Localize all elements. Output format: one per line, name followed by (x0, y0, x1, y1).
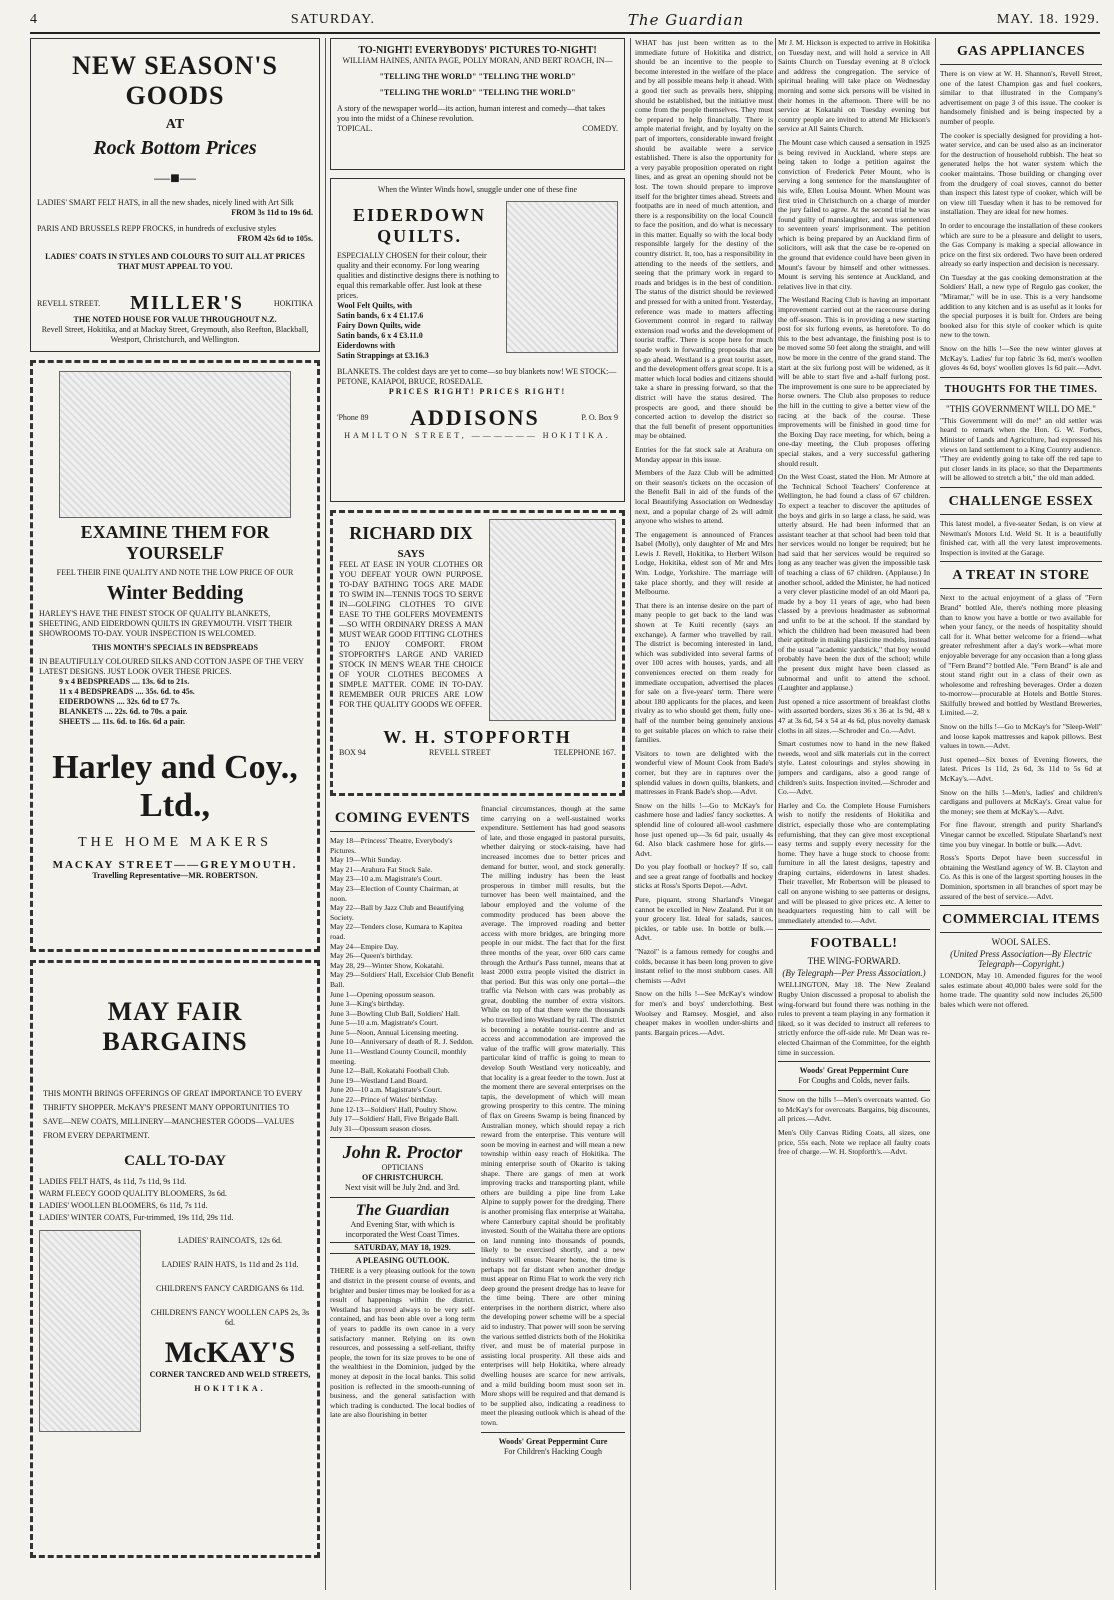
ad-at: AT (165, 117, 185, 132)
ad-address: MACKAY STREET——GREYMOUTH. (52, 859, 298, 871)
section-heading: COMMERCIAL ITEMS (942, 912, 1100, 928)
woods-ad: Woods' Great Peppermint Cure (799, 1066, 909, 1076)
event-item: May 21—Arahura Fat Stock Sale. (330, 864, 433, 874)
price-item: BLANKETS .... 22s. 6d. to 70s. a pair. (59, 707, 188, 716)
event-item: June 20—10 a.m. Magistrate's Court. (330, 1085, 442, 1095)
event-item: July 31—Opossum season closes. (330, 1123, 432, 1133)
price-item: Satin Strappings at £3.16.3 (337, 351, 429, 360)
editorial-masthead: The Guardian (355, 1202, 450, 1220)
ad-film: "TELLING THE WORLD" "TELLING THE WORLD" (379, 72, 576, 81)
ad-special: THIS MONTH'S SPECIALS IN BEDSPREADS (92, 643, 258, 652)
column-1 (30, 38, 320, 1590)
ad-line: IN BEAUTIFULLY COLOURED SILKS AND COTTON JASPE OF THE VERY LATEST DESIGNS. JUST LOOK OVER THESE PRICES. (39, 657, 304, 676)
column-rule (775, 38, 776, 1590)
ad-title: EIDERDOWN QUILTS. (352, 205, 486, 246)
price-item: Wool Felt Quilts, with (337, 301, 413, 310)
ad-brand: ADDISONS (410, 405, 540, 430)
news-paragraph: Mr J. M. Hickson is expected to arrive in Hokitika on Tuesday next, and will hold a service in All Saints Church on Tuesday evening at 8 o'clock and address the congregation. The service of spiritual healing will take place on Wednesday morning and some sick persons will be visited in their homes in the afternoon. There will be no service at Kokatahi on Tuesday evening but country people are invited to attend Mr Hickson's service at All Saints Church. (778, 38, 930, 134)
portrait-illustration (489, 519, 616, 721)
event-item: May 18—Princess' Theatre, Everybody's Pictures. (330, 836, 453, 855)
ad-title: TO-NIGHT! EVERYBODYS' PICTURES TO-NIGHT! (358, 45, 597, 56)
column-rule (935, 38, 936, 1590)
section-heading: CHALLENGE ESSEX (948, 493, 1094, 509)
news-paragraph: Entries for the fat stock sale at Arahura on Monday appear in this issue. (635, 444, 773, 464)
masthead-date: MAY. 18. 1929. (996, 12, 1100, 27)
price-item: LADIES' WINTER COATS, Fur-trimmed, 19s 11d, 29s 11d. (39, 1213, 234, 1222)
news-paragraph: Just opened a nice assortment of breakfast cloths with assorted borders, sizes 36 x 36 at 1s 9d, 48 x 47 at 3s 6d, 54 x 54 at 4s 6d, plus novelty damask cloths in all sizes.—Schroder and Co.—Advt. (778, 696, 930, 735)
event-item: June 11—Westland County Council, monthly meeting. (330, 1047, 467, 1066)
news-paragraph: Smart costumes now to hand in the new flaked tweeds, wool and silk materials cut in the correct style. Latest colourings and styles showing in jumpers and cardigans, also a good range of children's suits. Inspection invited.—Schroder and Co.—Advt. (778, 739, 930, 797)
news-paragraph: Snow on the hills !—Go to McKay's for "Sleep-Well" and loose kapok mattresses and kapok pillows. Best values in town.—Advt. (940, 722, 1102, 751)
ad-intro: When the Winter Winds howl, snuggle under one of these fine (377, 185, 578, 194)
ad-body: FEEL AT EASE IN YOUR CLOTHES OR YOU DEFEAT YOUR OWN PURPOSE. TO-DAY BATHING TOGS ARE MADE TO SWIM IN—TENNIS TOGS TO SERVE IN—GOLFING CLOTHES TO GIVE EASE TO THE GOLFERS MOVEMENTS—SO WITH ORDINARY DRESS A MAN MUST WEAR GOOD FITTING CLOTHES TO ENJOY COMFORT. FROM STOPFORTH'S LARGE AND VARIED STOCK IN MEN'S WEAR THE CHOICE OF YOUR CLOTHES BECOMES A SIMPLE MATTER. COME IN TO-DAY. REMEMBER OUR PRICES ARE LOW FOR THE QUALITY GOODS WE OFFER. (339, 560, 483, 709)
masthead-day: SATURDAY. (290, 12, 375, 27)
event-item: June 19—Westland Land Board. (330, 1075, 428, 1085)
ad-subtitle: Rock Bottom Prices (93, 137, 257, 159)
editorial-body: THERE is a very pleasing outlook for the town and district in the present course of events, and brighter and busier times may be looked for as a result of happenings within the district. Westland has proved always to be very self-contained, and has been able over a long term of years to paddle its own canoe in a very satisfactory manner. Relying on its own resources, and possessing a self-reliant, thrifty people, the town for its size proves to be one of the wealthiest in the Dominion, judged by the money at deposit in the local banks. This solid position is reflected in the smooth-running of business, and the general satisfaction with which trading is conducted. The local bodies of late are also flourishing in better (330, 1266, 475, 1420)
news-paragraph: Visitors to town are delighted with the wonderful view of Mount Cook from Bade's corner, but they are in raptures over the splendid values in down quilts, blankets, and mattresses in Frank Bade's shop.—Advt. (635, 748, 773, 797)
ad-footer: THE NOTED HOUSE FOR VALUE THROUGHOUT N.Z. (73, 315, 277, 324)
section-heading: FOOTBALL! (810, 936, 898, 952)
masthead-paper: The Guardian (627, 11, 744, 29)
blankets-illustration (59, 371, 291, 518)
ad-street: REVELL STREET. (37, 298, 101, 308)
event-item: May 29—Soldiers' Hall, Excelsior Club Benefit Ball. (330, 970, 474, 989)
quilt-illustration (506, 201, 618, 353)
event-item: June 12—Ball, Kokatahi Football Club. (330, 1066, 450, 1076)
price-item: Satin bands, 6 x 4 £3.11.0 (337, 331, 423, 340)
news-paragraph: "This Government will do me!" an old settler was heard to remark when the Hon. G. W. Forbes, Minister of Lands and Agriculture, had expressed his views on land settlement to a King Country audience. "They are evidently going to take off the red tape to put closer lands in its place, so that the Departments will be allowed to stretch a bit," the old man added. (940, 415, 1102, 483)
news-paragraph: LONDON, May 10. Amended figures for the wool sales estimate about 40,000 bales were sold for the home trade. The quantity sold now includes 26,500 bales which were not offered. (940, 971, 1102, 1009)
news-paragraph: Snow on the hills !—See the new winter gloves at McKay's. Ladies' fur top fabric 3s 6d, men's woollen gloves 4s 6d, boys' woollen gloves 1s 6d pair.—Advt. (940, 344, 1102, 373)
news-paragraph: That there is an intense desire on the part of many people to get back to the land was shown at Te Kuiti recently (says an exchange). A farmer who travelled by rail. The district is becoming interested in land, which was subdivided into several farms of over 100 acres with houses, yards, and all conveniences erected on them ready for immediate occupation, advertised the places for sale on a five-years' term. There were about 180 applicants for the places, and keen rivalry as to who should get them, fully one-half of the number being genuinely anxious to get suitable places on which to raise their families. (635, 600, 773, 745)
ad-phone: 'Phone 89 (337, 413, 369, 422)
news-paragraph: The cooker is specially designed for providing a hot-water service, and can be used also as an incinerator for the destruction of household rubbish. The heat so generated helps the hot water system which the cooker maintains. Those building or changing over from the drudgery of coal stoves, cannot do better than inspect this latest type of cooker, which will be on view till Tuesday when it has to be removed for installation. They are ideal for new homes. (940, 130, 1102, 217)
event-item: June 5—10 a.m. Magistrate's Court. (330, 1018, 439, 1028)
ad-footer: Revell Street, Hokitika, and at Mackay Street, Greymouth, also Reefton, Blackball, Westport, Christchurch, and Wellington. (41, 325, 309, 344)
ad-brand: MILLER'S (130, 292, 244, 314)
price-item: Fairy Down Quilts, wide (337, 321, 421, 330)
price-item: CHILDREN'S FANCY CARDIGANS 6s 11d. (155, 1284, 305, 1293)
pictures-ad (330, 38, 625, 170)
ad-title: RICHARD DIX (349, 523, 473, 543)
event-item: June 22—Prince of Wales' birthday. (330, 1095, 438, 1105)
ad-line: FEEL THEIR FINE QUALITY AND NOTE THE LOW PRICE OF OUR (56, 568, 294, 577)
ad-box: BOX 94 (339, 748, 366, 757)
ad-blankets: BLANKETS. The coldest days are yet to come—so buy blankets now! WE STOCK:—PETONE, KAIAPOI, BRUCE, ROSEDALE. (337, 367, 617, 386)
lady-illustration (39, 1230, 141, 1432)
ad-address: HAMILTON STREET, —————— HOKITIKA. (344, 431, 611, 440)
news-paragraph: Men's Oily Canvas Riding Coats, all sizes, one price, 55s each. Note we replace all faulty coats free of charge.—W. H. Stopforth's.—Advt. (778, 1127, 930, 1157)
news-paragraph: Ross's Sports Depot have been successful in obtaining the Westland agency of W. B. Clayton and Co. As this is one of the largest sporting houses in the Dominion, sportsmen in all branches of sport may be assured of the best of service.—Advt. (940, 853, 1102, 901)
price-item: 9 x 4 BEDSPREADS .... 13s. 6d to 21s. (59, 677, 190, 686)
ad-box: P. O. Box 9 (581, 413, 618, 422)
masthead (30, 8, 1100, 34)
ad-line: LADIES' SMART FELT HATS, in all the new shades, nicely lined with Art Silk (37, 198, 294, 207)
section-sub: "THIS GOVERNMENT WILL DO ME." (946, 403, 1096, 414)
event-item: June 1—Opening opossum season. (330, 989, 435, 999)
section-heading: COMING EVENTS (334, 810, 471, 826)
millers-ad (30, 38, 320, 352)
ad-prices: PRICES RIGHT! PRICES RIGHT! (388, 387, 567, 396)
section-heading: THOUGHTS FOR THE TIMES. (944, 383, 1098, 395)
news-paragraph: Snow on the hills !—Men's overcoats wanted. Go to McKay's for overcoats. Bargains, big discounts, all prices.—Advt. (778, 1095, 930, 1124)
price-item: EIDERDOWNS .... 32s. 6d to £7 7s. (59, 697, 180, 706)
event-item: May 23—10 a.m. Magistrate's Court. (330, 874, 442, 884)
news-paragraph: The Westland Racing Club is having an important improvement carried out at the racecourse during the off-season. This is in providing a new starting post for six furlong events, as heretofore. To do this to the best advantage, the finishing post is to be moved some 50 feet along the straight, and will now be more in the centre of the grand stand. The start at the six furlong post will be widened, as it will be able to start five and a-half furlong post. The improvement is one sure to be appreciated by horse owners. The Club also proposes to reduce the hill in the cutting to give a better view of the racing at the back of the course. These improvements will be finished in good time for the Boxing Day race meeting, for which, being a one-day meeting, the Club proposes offering special stakes, and a very successful gathering should result. (778, 295, 930, 468)
editorial-continued: financial circumstances, though at the same time carrying on a well-sustained works expenditure. Settlement has had good seasons of late, and those engaged in pastoral pursuits, whether dairying or stock-raising, have had increased incomes due to better prices and demand for butter, wool, and stock generally. The milling industry has been the least prosperous in timber mill results, but the turnover has been well maintained, and the labour employed and the volume of the commodity produced has been above the average. The improved roading and better access with more bridges, are bringing more people in our midst. The fact that for the first three months of the year, over 600 cars came through the Arthur's Pass tunnel, means that at least 2000 extra people visited the district in that period. But this was only one portal—the traffic via Nelson with cars was probably as great, doubling the number of extra visitors. While on top of that there were the thousands who travelled into Westland by rail. The district is becoming a notable tourist-centre and as access and accommodation are improved the value of the traffic will grow materially. This particular kind of traffic is going to mean to develop South Westland very noticeably, and that locality is a great feeder to the town. Just at the moment there are several enterprises on the tapis, the development of which will mean growing prosperity to this centre. The mining of flax on Greens Swamp is being financed by Australian money, which should repay a rich reward from the enterprise. This venture will soon be moving in earnest and will mean a new township within easy reach of Hokitika. The mining enterprise south of Okarito is taking shape. There are gangs of men at work improving tracks and transporting plant, while others are building a pipe line from Lake Alpine to supply power for the dredging. There is another promising flax enterprise at Waitaha, where Canterbury capital should be profitably invested. South of the Waitaha there are options on land running into thousands of pounds, likely to be exercised shortly, and a new industry will ensue. Nearer home, the time is perhaps not far distant when another dredge must appear on Rimu Flat to work the very rich deep ground the present dredge has to leave for the time being. There are other mining enterprises in the northern district, where also the developing power scheme will be a special aid to industry. That power will soon be serving the various settled districts both of the Hokitika river, and must be of material purpose in assisting local prosperity. All these aids and enterprises will help Hokitika, where already dwelling houses are scarce for new arrivals, and a mild building boom must soon set in. More shops will be required and that demand is to be supplied also, indicating a readiness to meet the pleasing outlook which is ahead of the town. (481, 804, 625, 1427)
stopforth-ad (330, 510, 625, 796)
column-rule (325, 38, 326, 1590)
news-paragraph: There is on view at W. H. Shannon's, Revell Street, one of the latest Champion gas and fuel cookers, similar to that illustrated in the Company's advertisement on page 3 of this issue. The cooker is handsomely finished and is being inspected by a number of people. (940, 69, 1102, 126)
woods-sub: For Children's Hacking Cough (503, 1446, 603, 1456)
editorial-date: SATURDAY, MAY 18, 1929. (330, 1242, 475, 1254)
price-item: Satin bands, 6 x 4 £1.17.6 (337, 311, 424, 320)
news-paragraph: Do you play football or hockey? If so, call and see a great range of footballs and hockey sticks at Ross's Sports Depot.—Advt. (635, 862, 773, 891)
price-item: SHEETS .... 11s. 6d. to 16s. 6d a pair. (59, 717, 185, 726)
event-item: July 17—Soldiers' Hall, Five Brigade Ball. (330, 1114, 460, 1124)
news-paragraph: The engagement is announced of Frances Isabel (Molly), only daughter of Mr and Mrs Lewis J. Revell, Hokitika, to Herbert Wilson Lodge, Hokitika, eldest son of Mr and Mrs Wm. Lodge, Yorkshire. The marriage will take place shortly, and they will reside at Melbourne. (635, 529, 773, 597)
news-paragraph: This latest model, a five-seater Sedan, is on view at Newman's Motors Ltd. Weld St. It is a beautifully finished car, with all the very latest improvements. Inspection is invited at the Garage. (940, 518, 1102, 557)
ad-subtitle: Winter Bedding (106, 582, 244, 604)
news-paragraph: Snow on the hills !—See McKay's window for men's and boys' underclothing. Best Woolsey and Ramsey. Mosgiel, and also cheaper makes in woollen under-shirts and pants. Bargain prices.—Advt. (635, 989, 773, 1037)
addisons-ad (330, 178, 625, 502)
section-heading: GAS APPLIANCES (957, 44, 1085, 59)
column-3 (635, 38, 773, 1590)
ad-says: SAYS (397, 548, 425, 560)
news-paragraph: Snow on the hills !—Men's, ladies' and children's cardigans and pullovers at McKay's. Great value for the money; see them at McKay's.—Advt. (940, 787, 1102, 816)
proctor-sub: OPTICIANS (381, 1163, 424, 1173)
ornament: —■— (154, 170, 196, 187)
price-item: LADIES FELT HATS, 4s 11d, 7s 11d, 9s 11d. (39, 1177, 187, 1186)
event-item: June 5—Noon, Annual Licensing meeting. (330, 1027, 459, 1037)
news-paragraph: WELLINGTON, May 18. The New Zealand Rugby Union discussed a proposal to abolish the wing-forward but found there was nothing in the rules to prevent a team playing in any formation it liked, so it was decided to instruct all referees to strictly enforce the off-side rule. Mr Dean was re-elected Chairman of the Committee, for the eighth time in succession. (778, 980, 930, 1057)
event-item: May 24—Empire Day. (330, 941, 399, 951)
event-item: May 23—Election of County Chairman, at noon. (330, 883, 459, 903)
ad-tagline: THE HOME MAKERS (78, 835, 272, 850)
news-paragraph: On Tuesday at the gas cooking demonstration at the Soldiers' Hall, a new type of Regulo gas cooker, the "Miramar," will be in use. This is a very handsome addition to any kitchen and is as useful as it looks for the special purposes it is built for. Orders are being booked also for this style of cooker which is quite new to the town. (940, 272, 1102, 340)
column-4 (778, 38, 930, 1590)
ad-rep: Travelling Representative—MR. ROBERTSON. (92, 871, 258, 880)
ad-brand: McKAY'S (164, 1336, 296, 1369)
column-2 (330, 38, 625, 1590)
event-item: June 3—King's birthday. (330, 999, 405, 1009)
section-heading: A TREAT IN STORE (952, 568, 1090, 584)
event-item: May 22—Ball by Jazz Club and Beautifying Society. (330, 903, 464, 922)
proctor-logo: John R. Proctor (342, 1142, 463, 1163)
news-paragraph: Harley and Co. the Complete House Furnishers wish to notify the residents of Hokitika and district, especially those who are contemplating refurnishing, that they can give most exceptional easy terms and supply every necessity for the home. They have a huge stock to choose from: furniture in all the latest designs, tapestry and draping curtains, eiderdowns in latest shades. Their traveller, Mr Robertson will be pleased to call on anyone wishing to see patterns or designs, and will be pleased to give prices etc. A letter to headquarters requesting him to call will be immediately attended to.—Advt. (778, 800, 930, 925)
price-item: LADIES' RAIN HATS, 1s 11d and 2s 11d. (161, 1260, 299, 1269)
event-item: June 3—Bowling Club Ball, Soldiers' Hall. (330, 1008, 460, 1018)
news-paragraph: In order to encourage the installation of these cookers which are sure to be a pleasure and delight to users, the Gas Company is making a special allowance in price on the first six ordered. Two have been ordered already so early inspection and decision is necessary. (940, 220, 1102, 269)
column-rule (630, 38, 631, 1590)
news-paragraph: Just opened—Six boxes of Evening flowers, the latest. Prices 1s 11d, 2s 6d, 3s 11d to 5s 6d at McKay's.—Advt. (940, 754, 1102, 784)
news-paragraph: For fine flavour, strength and purity Sharland's Vinegar cannot be excelled. Stipulate Sharland's next time you buy vinegar. In bottle or bulk.—Advt. (940, 820, 1102, 849)
event-item: May 28, 29—Winter Show, Kokatahi. (330, 960, 444, 970)
news-paragraph: The Mount case which caused a sensation in 1925 is being revived in Auckland, where steps are being taken to lodge a petition against the conviction of Frederick Peter Mount, who is serving a long sentence for the manslaughter of his wife, Ellen Louisa Mount. When Mount was first tried in Christchurch on a charge of murder the jury failed to agree. At the second trial he was found guilty of manslaughter, and was sentenced to seventeen years' imprisonment. The petition which is being prepared by an Auckland firm of solicitors, will ask that the case be re-opened on the ground that evidence could have been given in Mount's favour by himself and other witnesses. Mount is serving his sentence at Auckland, and relatives live in that city. (778, 137, 930, 291)
price-item: LADIES' RAINCOATS, 12s 6d. (178, 1236, 282, 1245)
ad-title: NEW SEASON'S GOODS (72, 51, 278, 110)
ad-comedy: COMEDY. (582, 124, 618, 133)
ad-title: EXAMINE THEM FOR YOURSELF (80, 522, 270, 563)
news-paragraph: WHAT has just been written as to the immediate future of Hokitika and district, should be an incentive to the people to become interested in the welfare of the place and by all possible means help it ahead. With a good tier such as prevails here, shipping should be established, but the initiative must come from the people themselves. They must be prepared to help financially. There is ample material freight, and by loyalty on the part of importers, considerable inward freight should be available were a service established. There is also the opportunity for a very payable proposition operated on right lines, and as great an opening should not be lost. The town should prepare to improve itself for the brighter times ahead. Streets and footpaths are in need of much attention, and there is a responsibility on the local Council to face the position, and do what is necessary in this matter. Equally so with the local body responsible largely for the destiny of the country district. It, too, has a responsibility in attending to the needs of the settlers, and seeing that the primary work in regard to roads and bridges is in the best of condition. The status of the district should be reviewed and pressed for with a united front. Yesterday, reference was made to matters affecting Government control in regard to railway extension road works and the development of tourist traffic. There is scope here for much spade work in forwarding proposals that are to go ahead. Westland is a great tourist asset, and the development offers great scope. It is a matter which local bodies and citizens should take a share in pressing forward, so that the district will have the status desired. The prospects are good, and there should be concerted action to develop the district so that the full benefit of present opportunities may be obtained. (635, 38, 773, 441)
ad-price: FROM 42s 6d to 105s. (237, 234, 313, 243)
ad-line: LADIES' COATS IN STYLES AND COLOURS TO SUIT ALL AT PRICES THAT MUST APPEAL TO YOU. (45, 252, 305, 271)
ad-brand: Harley and Coy., Ltd., (52, 749, 298, 824)
ad-description: A story of the newspaper world—its action, human interest and comedy—that takes you into the midst of a Chinese revolution. (337, 104, 606, 123)
price-item: 11 x 4 BEDSPREADS .... 35s. 6d. to 45s. (59, 687, 195, 696)
price-item: Eiderdowns with (337, 341, 396, 350)
section-sub: WOOL SALES. (991, 937, 1051, 948)
news-paragraph: Pure, piquant, strong Sharland's Vinegar cannot be excelled in New Zealand. Put it on your grocery list. Ideal for salads, sauces, pickles, or table use. In bottle or bulk.—Advt. (635, 895, 773, 943)
section-source: (United Press Association—By Electric Telegraph—Copyright.) (950, 949, 1092, 970)
news-paragraph: Next to the actual enjoyment of a glass of "Fern Brand" bottled Ale, there's nothing more pleasing than to know you have a bottle or two available for when your fancy, or the needs of hospitality should call for it. What better welcome for a friend—what greater refreshment after a day's work—what more enjoyable beverage for any occasion than a long glass of "Fern Brand"? bottled Ale. "Fern Brand" is ale and stout stand right out in a class of their own as wholesome and refreshing beverages. Order a dozen to-morrow—procurable at Hotels and Bottle Stores. Skilfully brewed and bottled by Westland Breweries, Limited.—2. (940, 593, 1102, 718)
ad-town: HOKITIKA. (194, 1384, 266, 1393)
ad-brand: W. H. STOPFORTH (383, 727, 572, 747)
ad-body: ESPECIALLY CHOSEN for their colour, their quality and their economy. For long wearing qualities and distinctive designs there is nothing to equal this remarkable offer. Just look at these prices. (337, 251, 499, 300)
news-paragraph: On the West Coast, stated the Hon. Mr Atmore at the Technical School Teachers' Conference at Wellington, he had found a class of 67 children. To expect a teacher to discover the aptitudes of the boys and girls in so large a class, he said, was utterly absurd. He had been informed that an assistant teacher at that school had been told that her services would no longer be required; but he had said that her services would be required so long as any teacher was given the impossible task of teaching a class of 67 children. (Applause.) In another school, added the Minister, he had noticed a very clever plasticine model of an old Maori pa, made by a boy 11 years of age, who had been classed by a previous headmaster as subnormal and unfit to be at the school. If the standard by which the children had been measured had been their aptitude in making plasticine models, instead of the usual "academic yardstick," that boy would probably have been the dux of the school; while the present dux might have been classed as subnormal and unfit to attend the school. (Laughter and applause.) (778, 472, 930, 693)
page-number: 4 (30, 12, 38, 27)
column-5 (940, 38, 1102, 1590)
mckays-ad (30, 960, 320, 1558)
event-item: May 26—Queen's birthday. (330, 951, 413, 961)
woods-sub: For Coughs and Colds, never fails. (798, 1076, 910, 1086)
event-item: June 10—Anniversary of death of R. J. Seddon. (330, 1037, 474, 1047)
ad-town: HOKITIKA (273, 298, 313, 308)
proctor-city: OF CHRISTCHURCH. (361, 1173, 444, 1183)
ad-line: HARLEY'S HAVE THE FINEST STOCK OF QUALITY BLANKETS, SHEETING, AND EIDERDOWN QUILTS IN GREYMOUTH. VISIT THEIR SHOWROOMS TO-DAY. YOUR INSPECTION IS WELCOMED. (39, 609, 293, 638)
news-paragraph: "Nazol" is a famous remedy for coughs and colds, because it has been long proven to give instant relief to the most stubborn cases. All chemists —Advt (635, 947, 773, 985)
ad-street: REVELL STREET (428, 748, 491, 757)
ad-price: FROM 3s 11d to 19s 6d. (231, 208, 313, 217)
price-item: LADIES' WOOLLEN BLOOMERS, 6s 11d, 7s 11d. (39, 1201, 208, 1210)
ad-tel: TELEPHONE 167. (553, 748, 616, 757)
harley-ad (30, 360, 320, 952)
woods-ad: Woods' Great Peppermint Cure (498, 1436, 608, 1446)
event-item: June 12-13—Soldiers' Hall, Poultry Show. (330, 1104, 458, 1114)
ad-address: CORNER TANCRED AND WELD STREETS, (149, 1370, 311, 1379)
editorial-sub: And Evening Star, with which is incorporated the West Coast Times. (345, 1220, 460, 1240)
price-item: WARM FLEECY GOOD QUALITY BLOOMERS, 3s 6d. (39, 1189, 227, 1198)
ad-title: MAY FAIR BARGAINS (102, 997, 248, 1056)
proctor-visit: Next visit will be July 2nd. and 3rd. (345, 1183, 460, 1193)
ad-line: PARIS AND BRUSSELS REPP FROCKS, in hundreds of exclusive styles (37, 224, 276, 233)
news-paragraph: Members of the Jazz Club will be admitted on their season's tickets on the occasion of the Benefit Ball in aid of the funds of the local Beautifying Association on Wednesday next, and a popular charge of 2s will admit anyone who wishes to attend. (635, 468, 773, 526)
event-item: May 19—Whit Sunday. (330, 855, 402, 865)
section-source: (By Telegraph—Per Press Association.) (782, 968, 926, 979)
editorial-heading: A PLEASING OUTLOOK. (355, 1256, 450, 1266)
events-list (330, 836, 475, 1133)
ad-line: THIS MONTH BRINGS OFFERINGS OF GREAT IMPORTANCE TO EVERY THRIFTY SHOPPER. McKAY'S PRESENT MANY OPPORTUNITIES TO SAVE—NEW COATS, MILLINERY—MANCHESTER GOODS—VALUES FROM EVERY DEPARTMENT. (43, 1089, 303, 1140)
event-item: May 22—Tenders close, Kumara to Kapitea road. (330, 922, 463, 941)
section-sub: THE WING-FORWARD. (807, 956, 901, 967)
news-paragraph: Snow on the hills !—Go to McKay's for cashmere hose and ladies' fancy sockettes. A splendid line of coloured all-wool cashmere hose just opened up—3s 6d pair, usually 4s 6d. Also black cashmere hose for girls.—Advt. (635, 800, 773, 858)
ad-topical: TOPICAL. (337, 124, 373, 133)
ad-call: CALL TO-DAY (124, 1153, 226, 1169)
ad-cast: WILLIAM HAINES, ANITA PAGE, POLLY MORAN, AND BERT ROACH, IN— (342, 56, 613, 65)
ad-film: "TELLING THE WORLD" "TELLING THE WORLD" (379, 88, 576, 97)
price-item: CHILDREN'S FANCY WOOLLEN CAPS 2s, 3s 6d. (150, 1308, 310, 1327)
